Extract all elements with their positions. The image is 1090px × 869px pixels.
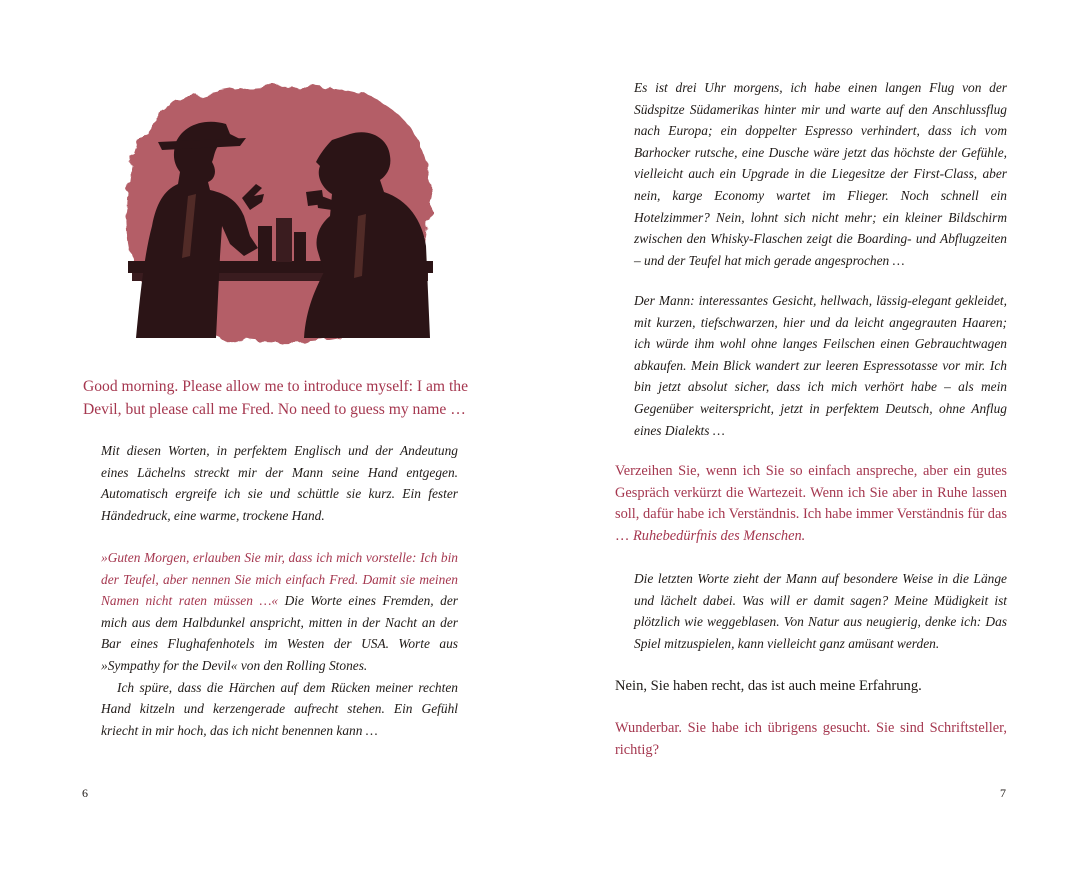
devil-reply-1 xyxy=(615,461,1007,547)
devil-reply-1-main: Verzeihen Sie, wenn ich Sie so einfach anspreche, aber ein gutes Gespräch verkürzt die Wartezeit. Wenn ich Sie aber in Ruhe lassen soll, dafür habe ich Verständnis. Ich habe immer Verständnis für das … xyxy=(615,463,1007,544)
left-paragraph-1 xyxy=(101,440,458,526)
right-paragraph-2 xyxy=(634,290,1007,441)
left-paragraph-3-text: Ich spüre, dass die Härchen auf dem Rücken meiner rechten Hand kitzeln und kerzengerade aufrecht stehen. Ein Gefühl kriecht in mir hoch, das ich nicht benennen kann … xyxy=(101,679,458,738)
right-paragraph-3-text: Die letzten Worte zieht der Mann auf besondere Weise in die Länge und lächelt dabei. Was will er damit sagen? Meine Müdigkeit ist plötzlich wie weggeblasen. Von Natur aus neugierig, denke ich: Das Spiel mitzuspielen, kann vielleicht ganz amüsant werden. xyxy=(634,571,1007,651)
right-paragraph-1-text: Es ist drei Uhr morgens, ich habe einen langen Flug von der Südspitze Südamerikas hinter mir und warte auf den Anschlussflug nach Europa; ein doppelter Espresso verhindert, dass ich vom Barhocker rutsche, eine Dusche wäre jetzt das höchste der Gefühle, vielleicht auch ein Upgrade in die Liegesitze der First-Class, aber nein, karge Economy wartet im Flieger. Noch schnell ein Hotelzimmer? Nein, lohnt sich nicht mehr; ein kleiner Bildschirm zwischen den Whisky-Flaschen zeigt die Boarding- und Abflugzeiten – und der Teufel hat mich gerade angesprochen … xyxy=(634,80,1007,268)
bar-silhouette-illustration xyxy=(118,76,448,348)
right-paragraph-2-text: Der Mann: interessantes Gesicht, hellwach, lässig-elegant gekleidet, mit kurzen, tiefschwarzen, hier und da leicht angegrauten Haaren; ich würde ihm wohl ohne langes Feilschen einen Gebrauchtwagen abkaufen. Mein Blick wandert zur leeren Espressotasse vor mir. Ich bin jetzt absolut sicher, dass ich mich verhört habe – als mein Gegenüber weiterspricht, jetzt in perfektem Deutsch, ohne Anflug eines Dialekts … xyxy=(634,293,1007,438)
left-paragraph-2 xyxy=(101,547,458,741)
narrator-reply: Nein, Sie haben recht, das ist auch meine Erfahrung. xyxy=(615,678,922,694)
devil-reply-1-italic: Ruhebedürfnis des Menschen. xyxy=(633,527,806,544)
intro-english-quote: Good morning. Please allow me to introduce myself: I am the Devil, but please call me Fred. No need to guess my name … xyxy=(83,378,468,418)
devil-reply-2: Wunderbar. Sie habe ich übrigens gesucht. Sie sind Schriftsteller, richtig? xyxy=(615,720,1007,758)
left-paragraph-2-rest: Die Worte eines Fremden, der mich aus dem Halbdunkel anspricht, mitten in der Nacht an der Bar eines Flughafenhotels im Westen der USA. Worte aus »Sympathy for the Devil« von den Rolling Stones. xyxy=(101,593,458,673)
right-paragraph-1 xyxy=(634,77,1007,271)
left-paragraph-1-text: Mit diesen Worten, in perfektem Englisch und der Andeutung eines Lächelns streckt mir der Mann seine Hand entgegen. Automatisch ergreife ich sie und schüttle sie kurz. Ein fester Händedruck, eine warme, trockene Hand. xyxy=(101,443,458,523)
page-number-left: 6 xyxy=(82,786,88,800)
left-paragraph-2-text xyxy=(101,547,458,677)
page-number-right: 7 xyxy=(1000,786,1006,800)
right-page xyxy=(545,0,1090,869)
german-quote: »Guten Morgen, erlauben Sie mir, dass ich mich vorstelle: Ich bin der Teufel, aber nennen Sie mich einfach Fred. Damit sie meinen Namen nicht raten müssen …« xyxy=(101,550,458,609)
right-paragraph-3 xyxy=(634,568,1007,654)
